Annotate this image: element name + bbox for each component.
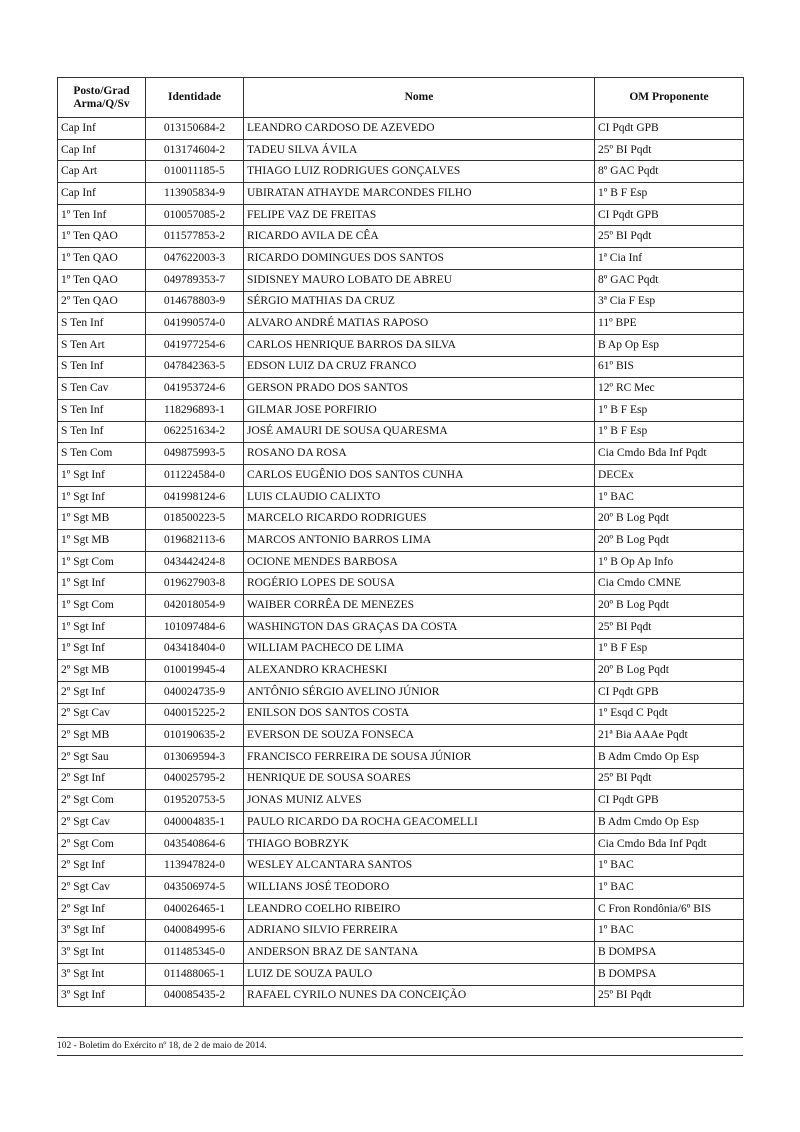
cell-posto-grad: 1º Sgt Com xyxy=(58,551,146,573)
table-row xyxy=(58,638,744,660)
cell-identidade: 010019945-4 xyxy=(146,660,244,682)
table-row xyxy=(58,204,744,226)
cell-nome: CARLOS HENRIQUE BARROS DA SILVA xyxy=(244,334,595,356)
cell-identidade: 019682113-6 xyxy=(146,530,244,552)
cell-nome: RICARDO AVILA DE CÊA xyxy=(244,226,595,248)
table-row xyxy=(58,421,744,443)
cell-nome: JONAS MUNIZ ALVES xyxy=(244,790,595,812)
footer-bottom-rule xyxy=(57,1055,743,1056)
cell-nome: ENILSON DOS SANTOS COSTA xyxy=(244,703,595,725)
table-row xyxy=(58,942,744,964)
cell-om-proponente: 1º B F Esp xyxy=(595,183,744,205)
cell-posto-grad: 2º Sgt Sau xyxy=(58,746,146,768)
cell-identidade: 019627903-8 xyxy=(146,573,244,595)
table-row xyxy=(58,508,744,530)
cell-identidade: 113947824-0 xyxy=(146,855,244,877)
header-om-proponente: OM Proponente xyxy=(595,78,744,118)
table-row xyxy=(58,183,744,205)
cell-om-proponente: 25º BI Pqdt xyxy=(595,985,744,1007)
cell-om-proponente: Cia Cmdo Bda Inf Pqdt xyxy=(595,443,744,465)
cell-om-proponente: 1º Esqd C Pqdt xyxy=(595,703,744,725)
table-row xyxy=(58,486,744,508)
cell-identidade: 043540864-6 xyxy=(146,833,244,855)
cell-om-proponente: 25º BI Pqdt xyxy=(595,768,744,790)
cell-posto-grad: 1º Sgt Inf xyxy=(58,638,146,660)
cell-posto-grad: 1º Sgt MB xyxy=(58,508,146,530)
cell-posto-grad: 1º Sgt Inf xyxy=(58,465,146,487)
cell-posto-grad: 2º Sgt Inf xyxy=(58,898,146,920)
cell-posto-grad: 1º Sgt Inf xyxy=(58,573,146,595)
cell-identidade: 041953724-6 xyxy=(146,378,244,400)
table-row xyxy=(58,161,744,183)
cell-nome: EDSON LUIZ DA CRUZ FRANCO xyxy=(244,356,595,378)
cell-om-proponente: 1º BAC xyxy=(595,877,744,899)
cell-posto-grad: S Ten Inf xyxy=(58,421,146,443)
table-row xyxy=(58,313,744,335)
cell-nome: WASHINGTON DAS GRAÇAS DA COSTA xyxy=(244,616,595,638)
table-row xyxy=(58,291,744,313)
cell-posto-grad: S Ten Com xyxy=(58,443,146,465)
footer-top-rule xyxy=(57,1037,743,1038)
table-row xyxy=(58,877,744,899)
cell-posto-grad: 1º Sgt MB xyxy=(58,530,146,552)
cell-posto-grad: 2º Sgt Com xyxy=(58,790,146,812)
cell-om-proponente: 25º BI Pqdt xyxy=(595,139,744,161)
cell-nome: ALVARO ANDRÉ MATIAS RAPOSO xyxy=(244,313,595,335)
cell-nome: WILLIANS JOSÉ TEODORO xyxy=(244,877,595,899)
cell-nome: TADEU SILVA ÁVILA xyxy=(244,139,595,161)
cell-identidade: 047622003-3 xyxy=(146,248,244,270)
cell-om-proponente: 1º BAC xyxy=(595,486,744,508)
table-body xyxy=(58,118,744,1007)
cell-identidade: 042018054-9 xyxy=(146,595,244,617)
cell-posto-grad: 1º Sgt Inf xyxy=(58,486,146,508)
cell-identidade: 040084995-6 xyxy=(146,920,244,942)
cell-nome: WAIBER CORRÊA DE MENEZES xyxy=(244,595,595,617)
table-row xyxy=(58,746,744,768)
cell-posto-grad: Cap Inf xyxy=(58,139,146,161)
cell-nome: GILMAR JOSE PORFIRIO xyxy=(244,399,595,421)
cell-nome: ANDERSON BRAZ DE SANTANA xyxy=(244,942,595,964)
table-row xyxy=(58,920,744,942)
header-posto-grad xyxy=(58,78,146,118)
cell-om-proponente: DECEx xyxy=(595,465,744,487)
cell-om-proponente: 1º B F Esp xyxy=(595,638,744,660)
header-row xyxy=(58,78,744,118)
cell-identidade: 013150684-2 xyxy=(146,118,244,140)
cell-identidade: 014678803-9 xyxy=(146,291,244,313)
table-row xyxy=(58,616,744,638)
cell-om-proponente: B Adm Cmdo Op Esp xyxy=(595,812,744,834)
cell-nome: LUIZ DE SOUZA PAULO xyxy=(244,963,595,985)
cell-identidade: 010190635-2 xyxy=(146,725,244,747)
cell-nome: ROSANO DA ROSA xyxy=(244,443,595,465)
cell-identidade: 041998124-6 xyxy=(146,486,244,508)
cell-posto-grad: Cap Inf xyxy=(58,118,146,140)
cell-identidade: 043418404-0 xyxy=(146,638,244,660)
cell-identidade: 040026465-1 xyxy=(146,898,244,920)
cell-identidade: 010011185-5 xyxy=(146,161,244,183)
cell-identidade: 041990574-0 xyxy=(146,313,244,335)
table-row xyxy=(58,963,744,985)
table-row xyxy=(58,118,744,140)
cell-om-proponente: Cia Cmdo Bda Inf Pqdt xyxy=(595,833,744,855)
cell-identidade: 049875993-5 xyxy=(146,443,244,465)
header-nome: Nome xyxy=(244,78,595,118)
cell-om-proponente: 1º BAC xyxy=(595,855,744,877)
cell-posto-grad: 2º Sgt Cav xyxy=(58,703,146,725)
table-row xyxy=(58,356,744,378)
cell-om-proponente: CI Pqdt GPB xyxy=(595,681,744,703)
table-row xyxy=(58,660,744,682)
table-row xyxy=(58,595,744,617)
cell-identidade: 043442424-8 xyxy=(146,551,244,573)
cell-nome: LEANDRO CARDOSO DE AZEVEDO xyxy=(244,118,595,140)
table-row xyxy=(58,443,744,465)
table-row xyxy=(58,139,744,161)
cell-posto-grad: 3º Sgt Inf xyxy=(58,985,146,1007)
cell-om-proponente: 1º BAC xyxy=(595,920,744,942)
cell-posto-grad: S Ten Art xyxy=(58,334,146,356)
cell-posto-grad: S Ten Inf xyxy=(58,313,146,335)
cell-identidade: 041977254-6 xyxy=(146,334,244,356)
table-row xyxy=(58,551,744,573)
cell-posto-grad: 1º Ten Inf xyxy=(58,204,146,226)
cell-om-proponente: 8º GAC Pqdt xyxy=(595,269,744,291)
cell-identidade: 118296893-1 xyxy=(146,399,244,421)
cell-om-proponente: 20º B Log Pqdt xyxy=(595,595,744,617)
cell-om-proponente: 20º B Log Pqdt xyxy=(595,530,744,552)
cell-om-proponente: 20º B Log Pqdt xyxy=(595,660,744,682)
cell-identidade: 013174604-2 xyxy=(146,139,244,161)
cell-om-proponente: B Ap Op Esp xyxy=(595,334,744,356)
cell-identidade: 019520753-5 xyxy=(146,790,244,812)
header-identidade: Identidade xyxy=(146,78,244,118)
personnel-table xyxy=(57,77,744,1007)
table-header xyxy=(58,78,744,118)
cell-identidade: 040085435-2 xyxy=(146,985,244,1007)
cell-identidade: 047842363-5 xyxy=(146,356,244,378)
cell-posto-grad: 3º Sgt Inf xyxy=(58,920,146,942)
cell-nome: MARCOS ANTONIO BARROS LIMA xyxy=(244,530,595,552)
cell-nome: MARCELO RICARDO RODRIGUES xyxy=(244,508,595,530)
cell-identidade: 040024735-9 xyxy=(146,681,244,703)
cell-posto-grad: 1º Sgt Inf xyxy=(58,616,146,638)
table-row xyxy=(58,985,744,1007)
cell-posto-grad: 3º Sgt Int xyxy=(58,942,146,964)
cell-om-proponente: CI Pqdt GPB xyxy=(595,204,744,226)
table-row xyxy=(58,378,744,400)
cell-identidade: 011577853-2 xyxy=(146,226,244,248)
cell-posto-grad: 2º Sgt Cav xyxy=(58,812,146,834)
cell-nome: ANTÔNIO SÉRGIO AVELINO JÚNIOR xyxy=(244,681,595,703)
table-row xyxy=(58,790,744,812)
table-row xyxy=(58,812,744,834)
cell-nome: SIDISNEY MAURO LOBATO DE ABREU xyxy=(244,269,595,291)
cell-nome: ALEXANDRO KRACHESKI xyxy=(244,660,595,682)
cell-posto-grad: Cap Inf xyxy=(58,183,146,205)
cell-identidade: 013069594-3 xyxy=(146,746,244,768)
cell-nome: RAFAEL CYRILO NUNES DA CONCEIÇÃO xyxy=(244,985,595,1007)
table-row xyxy=(58,833,744,855)
cell-nome: HENRIQUE DE SOUSA SOARES xyxy=(244,768,595,790)
cell-identidade: 043506974-5 xyxy=(146,877,244,899)
cell-identidade: 062251634-2 xyxy=(146,421,244,443)
header-posto-line2: Arma/Q/Sv xyxy=(73,97,130,110)
table-row xyxy=(58,399,744,421)
table-row xyxy=(58,226,744,248)
cell-identidade: 011488065-1 xyxy=(146,963,244,985)
cell-nome: FELIPE VAZ DE FREITAS xyxy=(244,204,595,226)
cell-om-proponente: Cia Cmdo CMNE xyxy=(595,573,744,595)
table-row xyxy=(58,725,744,747)
cell-om-proponente: 11º BPE xyxy=(595,313,744,335)
cell-nome: WESLEY ALCANTARA SANTOS xyxy=(244,855,595,877)
cell-posto-grad: 2º Sgt Cav xyxy=(58,877,146,899)
cell-om-proponente: 3ª Cia F Esp xyxy=(595,291,744,313)
cell-identidade: 018500223-5 xyxy=(146,508,244,530)
cell-posto-grad: 1º Ten QAO xyxy=(58,226,146,248)
cell-om-proponente: 20º B Log Pqdt xyxy=(595,508,744,530)
table-row xyxy=(58,681,744,703)
cell-identidade: 011224584-0 xyxy=(146,465,244,487)
cell-om-proponente: CI Pqdt GPB xyxy=(595,790,744,812)
cell-nome: UBIRATAN ATHAYDE MARCONDES FILHO xyxy=(244,183,595,205)
cell-posto-grad: 2º Ten QAO xyxy=(58,291,146,313)
table-row xyxy=(58,898,744,920)
cell-nome: RICARDO DOMINGUES DOS SANTOS xyxy=(244,248,595,270)
cell-nome: PAULO RICARDO DA ROCHA GEACOMELLI xyxy=(244,812,595,834)
table-row xyxy=(58,573,744,595)
cell-nome: OCIONE MENDES BARBOSA xyxy=(244,551,595,573)
cell-posto-grad: 3º Sgt Int xyxy=(58,963,146,985)
table-row xyxy=(58,530,744,552)
cell-posto-grad: 1º Ten QAO xyxy=(58,269,146,291)
cell-om-proponente: C Fron Rondônia/6º BIS xyxy=(595,898,744,920)
cell-nome: LUIS CLAUDIO CALIXTO xyxy=(244,486,595,508)
cell-om-proponente: 1ª Cia Inf xyxy=(595,248,744,270)
table-row xyxy=(58,334,744,356)
cell-om-proponente: 1º B F Esp xyxy=(595,421,744,443)
cell-posto-grad: 2º Sgt MB xyxy=(58,725,146,747)
cell-identidade: 040015225-2 xyxy=(146,703,244,725)
table-row xyxy=(58,269,744,291)
cell-om-proponente: 1º B Op Ap Info xyxy=(595,551,744,573)
table-row xyxy=(58,465,744,487)
cell-posto-grad: 2º Sgt Inf xyxy=(58,768,146,790)
cell-nome: EVERSON DE SOUZA FONSECA xyxy=(244,725,595,747)
cell-nome: THIAGO BOBRZYK xyxy=(244,833,595,855)
cell-om-proponente: B DOMPSA xyxy=(595,942,744,964)
table-row xyxy=(58,703,744,725)
cell-identidade: 010057085-2 xyxy=(146,204,244,226)
table-row xyxy=(58,855,744,877)
cell-om-proponente: 8º GAC Pqdt xyxy=(595,161,744,183)
cell-posto-grad: 2º Sgt Inf xyxy=(58,855,146,877)
cell-nome: FRANCISCO FERREIRA DE SOUSA JÚNIOR xyxy=(244,746,595,768)
header-posto-line1: Posto/Grad xyxy=(73,84,130,97)
cell-om-proponente: CI Pqdt GPB xyxy=(595,118,744,140)
cell-nome: WILLIAM PACHECO DE LIMA xyxy=(244,638,595,660)
cell-om-proponente: 25º BI Pqdt xyxy=(595,226,744,248)
cell-identidade: 011485345-0 xyxy=(146,942,244,964)
cell-identidade: 040025795-2 xyxy=(146,768,244,790)
table-row xyxy=(58,248,744,270)
table-row xyxy=(58,768,744,790)
cell-om-proponente: 25º BI Pqdt xyxy=(595,616,744,638)
cell-nome: LEANDRO COELHO RIBEIRO xyxy=(244,898,595,920)
cell-posto-grad: 1º Sgt Com xyxy=(58,595,146,617)
cell-om-proponente: 61º BIS xyxy=(595,356,744,378)
cell-posto-grad: S Ten Inf xyxy=(58,356,146,378)
cell-om-proponente: 21ª Bia AAAe Pqdt xyxy=(595,725,744,747)
cell-posto-grad: 2º Sgt MB xyxy=(58,660,146,682)
cell-nome: ROGÉRIO LOPES DE SOUSA xyxy=(244,573,595,595)
cell-om-proponente: 12º RC Mec xyxy=(595,378,744,400)
cell-om-proponente: B DOMPSA xyxy=(595,963,744,985)
cell-nome: CARLOS EUGÊNIO DOS SANTOS CUNHA xyxy=(244,465,595,487)
cell-identidade: 049789353-7 xyxy=(146,269,244,291)
footer-text: 102 - Boletim do Exército nº 18, de 2 de maio de 2014. xyxy=(57,1041,267,1051)
cell-identidade: 113905834-9 xyxy=(146,183,244,205)
cell-identidade: 040004835-1 xyxy=(146,812,244,834)
cell-om-proponente: 1º B F Esp xyxy=(595,399,744,421)
cell-nome: THIAGO LUIZ RODRIGUES GONÇALVES xyxy=(244,161,595,183)
cell-nome: ADRIANO SILVIO FERREIRA xyxy=(244,920,595,942)
cell-nome: SÉRGIO MATHIAS DA CRUZ xyxy=(244,291,595,313)
cell-posto-grad: Cap Art xyxy=(58,161,146,183)
cell-posto-grad: S Ten Inf xyxy=(58,399,146,421)
cell-nome: GERSON PRADO DOS SANTOS xyxy=(244,378,595,400)
cell-posto-grad: 2º Sgt Inf xyxy=(58,681,146,703)
cell-nome: JOSÉ AMAURI DE SOUSA QUARESMA xyxy=(244,421,595,443)
cell-posto-grad: 1º Ten QAO xyxy=(58,248,146,270)
cell-identidade: 101097484-6 xyxy=(146,616,244,638)
cell-om-proponente: B Adm Cmdo Op Esp xyxy=(595,746,744,768)
cell-posto-grad: 2º Sgt Com xyxy=(58,833,146,855)
cell-posto-grad: S Ten Cav xyxy=(58,378,146,400)
